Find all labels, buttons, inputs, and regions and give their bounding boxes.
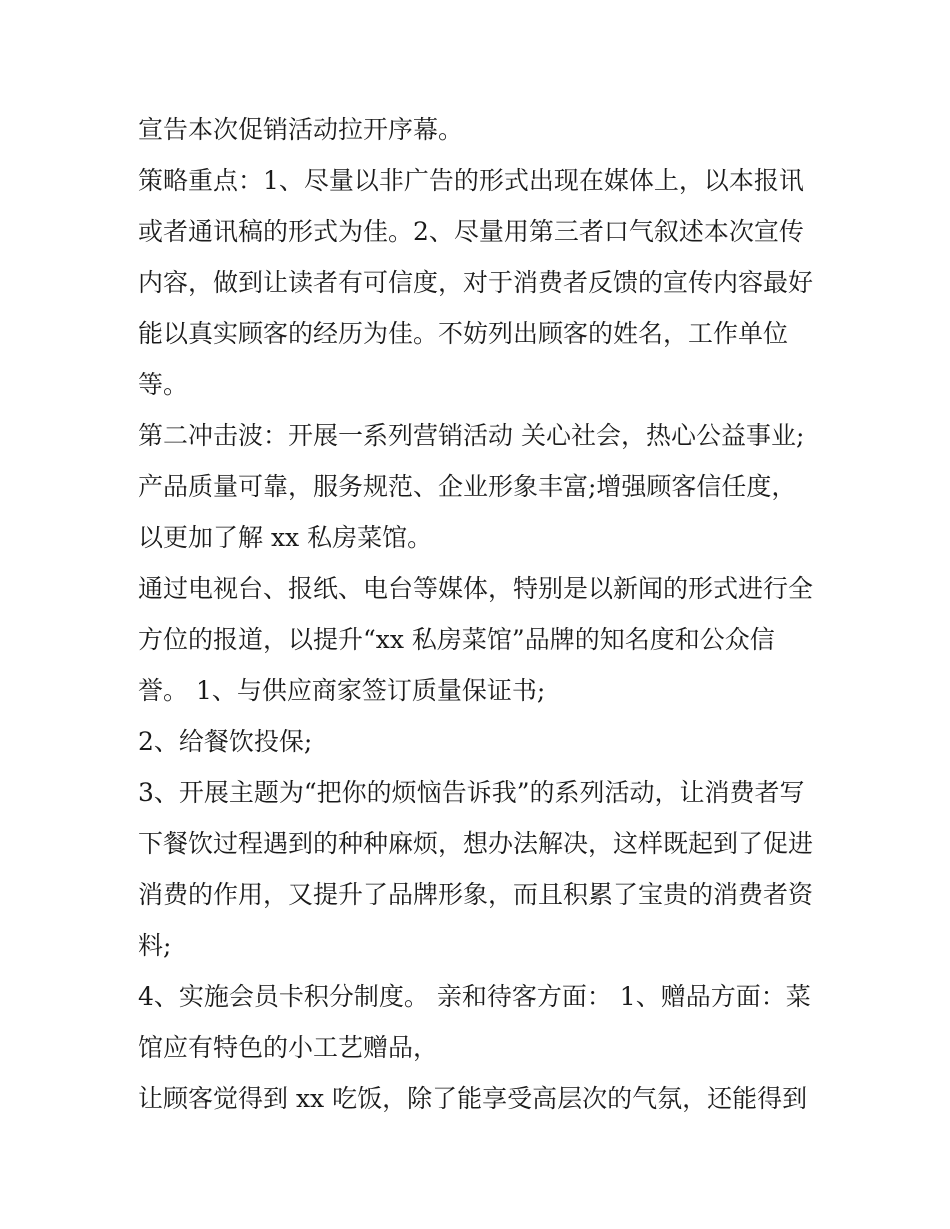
text-line-17: 料;: [138, 931, 172, 960]
document-body: [138, 104, 828, 1124]
text-line-15: 下餐饮过程遇到的种种麻烦，想办法解决，这样既起到了促进: [138, 829, 814, 858]
text-line-5: 能以真实顾客的经历为佳。不妨列出顾客的姓名，工作单位: [138, 319, 789, 348]
text-line-12: 誉。 1、与供应商家签订质量保证书;: [138, 676, 546, 705]
text-line-3: 或者通讯稿的形式为佳。2、尽量用第三者口气叙述本次宣传: [138, 217, 804, 246]
text-line-19: 馆应有特色的小工艺赠品，: [138, 1033, 439, 1062]
text-line-7: 第二冲击波：开展一系列营销活动 关心社会，热心公益事业;: [138, 421, 805, 450]
text-line-8: 产品质量可靠，服务规范、企业形象丰富;增强顾客信任度，: [138, 472, 797, 501]
text-line-6: 等。: [138, 370, 189, 399]
text-line-11: 方位的报道，以提升“xx 私房菜馆”品牌的知名度和公众信: [138, 625, 775, 654]
text-line-10: 通过电视台、报纸、电台等媒体，特别是以新闻的形式进行全: [138, 574, 814, 603]
text-line-20: 让顾客觉得到 xx 吃饭，除了能享受高层次的气氛，还能得到: [138, 1084, 808, 1113]
text-line-1: 宣告本次促销活动拉开序幕。: [138, 115, 464, 144]
text-line-4: 内容，做到让读者有可信度，对于消费者反馈的宣传内容最好: [138, 268, 814, 297]
text-line-18: 4、实施会员卡积分制度。 亲和待客方面： 1、赠品方面：菜: [138, 982, 811, 1011]
text-line-2: 策略重点：1、尽量以非广告的形式出现在媒体上，以本报讯: [138, 166, 804, 195]
text-line-9: 以更加了解 xx 私房菜馆。: [138, 523, 433, 552]
text-line-16: 消费的作用，又提升了品牌形象，而且积累了宝贵的消费者资: [138, 880, 814, 909]
text-line-14: 3、开展主题为“把你的烦恼告诉我”的系列活动，让消费者写: [138, 778, 805, 807]
text-line-13: 2、给餐饮投保;: [138, 727, 313, 756]
